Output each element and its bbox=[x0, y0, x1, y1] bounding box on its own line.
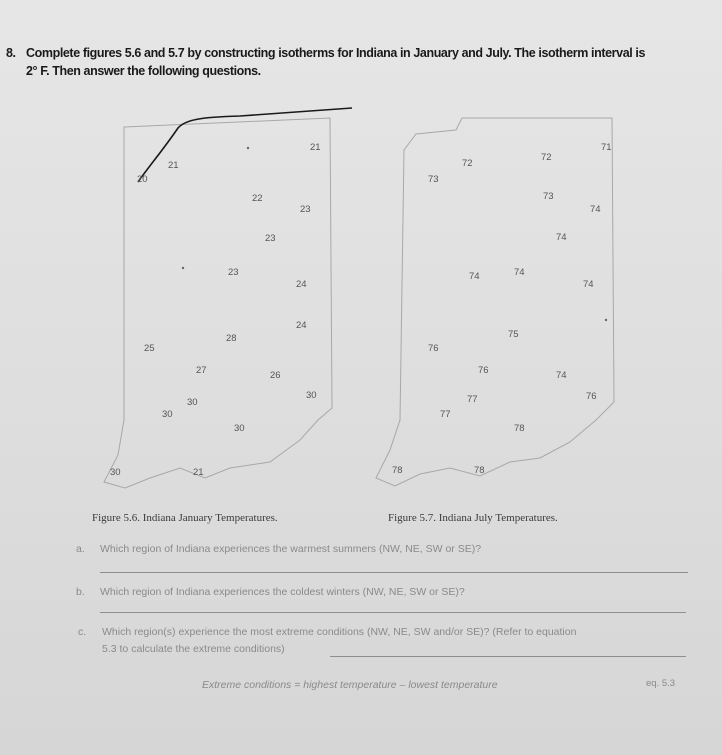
question-text-line1: Complete figures 5.6 and 5.7 by constructing isotherms for Indiana in January and July. The isotherm interval is bbox=[26, 46, 646, 60]
answer-line-c[interactable] bbox=[330, 656, 686, 657]
jan-reading: 30 bbox=[162, 409, 173, 420]
jul-reading: 77 bbox=[467, 394, 478, 405]
jul-reading: 71 bbox=[601, 142, 612, 153]
jan-reading: 30 bbox=[234, 423, 245, 434]
question-number: 8. bbox=[6, 46, 16, 60]
jul-reading: 73 bbox=[543, 191, 554, 202]
jul-reading: 74 bbox=[514, 267, 525, 278]
subquestion-text-continued: 5.3 to calculate the extreme conditions) bbox=[102, 643, 285, 655]
equation-reference: eq. 5.3 bbox=[646, 678, 676, 689]
subquestion-text: Which region(s) experience the most extreme conditions (NW, NE, SW and/or SE)? (Refer to equation bbox=[102, 626, 577, 638]
extreme-conditions-formula: Extreme conditions = highest temperature – lowest temperature bbox=[202, 679, 498, 691]
jul-reading: 78 bbox=[474, 465, 485, 476]
jul-reading: 76 bbox=[478, 365, 489, 376]
jul-reading: 74 bbox=[590, 204, 601, 215]
question-text-line2: 2° F. Then answer the following questions. bbox=[26, 64, 261, 78]
jul-reading: 77 bbox=[440, 409, 451, 420]
subquestion-text: Which region of Indiana experiences the coldest winters (NW, NE, SW or SE)? bbox=[100, 586, 465, 598]
jul-reading: 76 bbox=[428, 343, 439, 354]
jul-reading: 75 bbox=[508, 329, 519, 340]
jan-reading: 24 bbox=[296, 320, 307, 331]
january-figure-caption: Figure 5.6. Indiana January Temperatures. bbox=[92, 512, 278, 524]
jan-reading: 21 bbox=[310, 142, 321, 153]
jan-reading: 30 bbox=[187, 397, 198, 408]
jul-reading: 74 bbox=[556, 370, 567, 381]
jul-reading: 74 bbox=[469, 271, 480, 282]
jul-reading: 74 bbox=[556, 232, 567, 243]
jan-reading: 26 bbox=[270, 370, 281, 381]
subquestion-label: c. bbox=[78, 626, 87, 638]
july-figure-caption: Figure 5.7. Indiana July Temperatures. bbox=[388, 512, 558, 524]
jul-reading: 78 bbox=[392, 465, 403, 476]
jan-reading: 24 bbox=[296, 279, 307, 290]
jul-reading: 72 bbox=[462, 158, 473, 169]
jan-reading: 30 bbox=[306, 390, 317, 401]
jan-reading: 27 bbox=[196, 365, 207, 376]
subquestion-c-continued bbox=[102, 643, 285, 655]
july-map-outline bbox=[376, 118, 614, 486]
jan-reading: 23 bbox=[300, 204, 311, 215]
jul-reading: 76 bbox=[586, 391, 597, 402]
jan-reading: 23 bbox=[228, 267, 239, 278]
jan-reading: 28 bbox=[226, 333, 237, 344]
jul-reading: 73 bbox=[428, 174, 439, 185]
subquestion-label: a. bbox=[76, 543, 85, 555]
subquestion-text: Which region of Indiana experiences the warmest summers (NW, NE, SW or SE)? bbox=[100, 543, 482, 555]
jul-reading: 78 bbox=[514, 423, 525, 434]
jul-reading: 74 bbox=[583, 279, 594, 290]
answer-line-b[interactable] bbox=[100, 612, 686, 613]
jul-reading: 72 bbox=[541, 152, 552, 163]
jan-reading: 21 bbox=[193, 467, 204, 478]
jan-reading: 21 bbox=[168, 160, 179, 171]
jan-reading: 23 bbox=[265, 233, 276, 244]
jan-reading: 22 bbox=[252, 193, 263, 204]
answer-line-a[interactable] bbox=[100, 572, 688, 573]
subquestion-label: b. bbox=[76, 586, 85, 598]
jan-reading: 25 bbox=[144, 343, 155, 354]
jan-reading: 30 bbox=[110, 467, 121, 478]
jan-reading: 20 bbox=[137, 174, 148, 185]
